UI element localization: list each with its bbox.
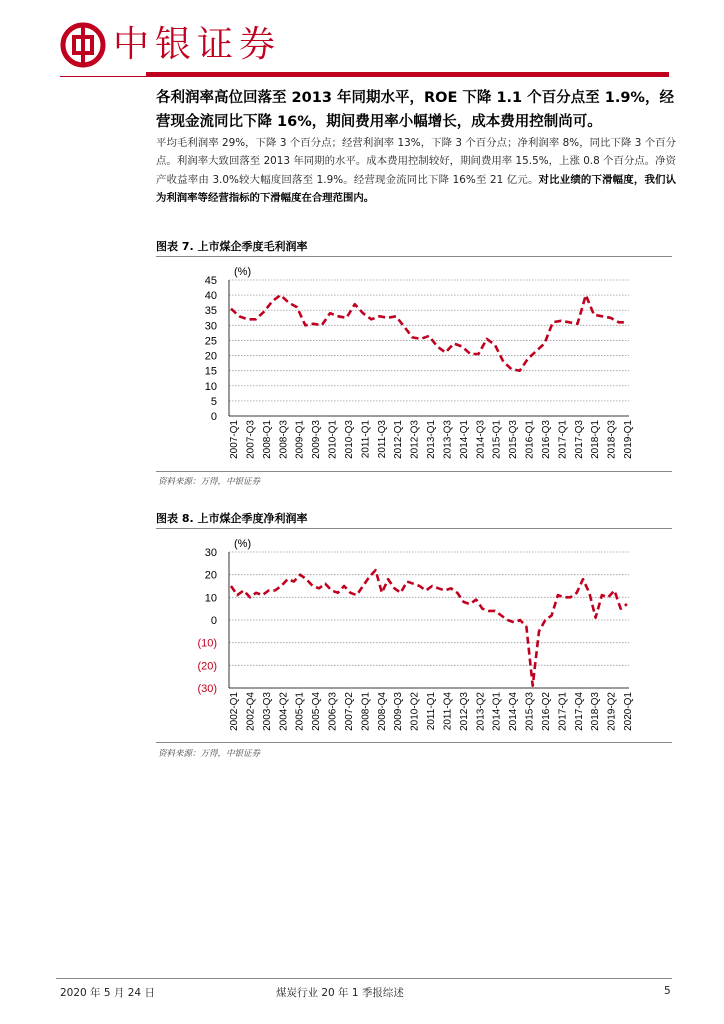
y-tick-label: (20) [197, 660, 217, 673]
y-tick-label: 0 [210, 615, 217, 627]
header-divider-thin [60, 76, 146, 77]
figure-8-top-rule [156, 528, 672, 529]
x-tick-label: 2012-Q3 [409, 420, 421, 459]
figure-7-bottom-rule [156, 471, 672, 472]
series-line [231, 570, 627, 686]
y-tick-label: 25 [204, 335, 217, 348]
y-tick-label: 40 [204, 290, 217, 303]
x-tick-label: 2014-Q4 [508, 692, 520, 731]
x-tick-label: 2007-Q2 [343, 692, 355, 731]
x-tick-label: 2013-Q2 [475, 692, 487, 731]
x-tick-label: 2020-Q1 [623, 692, 634, 731]
x-tick-label: 2010-Q3 [343, 420, 355, 459]
figure-8-title: 图表 8. 上市煤企季度净利润率 [156, 512, 308, 525]
figure-7-source: 资料来源：万得，中银证券 [158, 477, 261, 487]
x-tick-label: 2008-Q1 [261, 420, 273, 459]
x-tick-label: 2014-Q1 [491, 692, 503, 731]
series-line [231, 295, 627, 371]
x-tick-label: 2018-Q3 [606, 420, 618, 459]
x-tick-label: 2015-Q3 [524, 692, 536, 731]
x-tick-label: 2011-Q1 [360, 420, 372, 459]
x-tick-label: 2012-Q1 [393, 420, 405, 459]
y-tick-label: 5 [210, 395, 217, 408]
body-paragraph [156, 134, 676, 207]
net-margin-chart [156, 530, 676, 742]
y-unit-label: (%) [234, 538, 252, 550]
x-tick-label: 2002-Q1 [229, 692, 240, 731]
x-tick-label: 2016-Q1 [524, 420, 536, 459]
x-tick-label: 2015-Q1 [491, 420, 503, 459]
x-tick-label: 2013-Q1 [426, 420, 437, 459]
x-tick-label: 2011-Q3 [376, 420, 388, 459]
x-tick-label: 2009-Q3 [393, 692, 405, 731]
brand-name: 中银证券 [113, 24, 282, 65]
x-tick-label: 2008-Q3 [278, 420, 290, 459]
x-tick-label: 2009-Q1 [294, 420, 306, 459]
y-tick-label: 35 [204, 305, 217, 318]
figure-8-source: 资料来源：万得，中银证券 [158, 749, 261, 759]
y-tick-label: 0 [210, 411, 217, 423]
y-tick-label: (30) [197, 683, 217, 695]
figure-7-title: 图表 7. 上市煤企季度毛利润率 [156, 240, 308, 253]
x-tick-label: 2007-Q1 [229, 420, 240, 459]
y-tick-label: 30 [204, 320, 217, 333]
y-tick-label: (10) [197, 637, 217, 650]
x-tick-label: 2009-Q3 [311, 420, 323, 459]
x-tick-label: 2005-Q4 [311, 692, 323, 731]
bank-of-china-logo-icon [60, 22, 106, 68]
x-tick-label: 2008-Q4 [376, 692, 388, 731]
paragraph-conclusion: 对比业绩的下滑幅度，我们认为利润率等经营指标的下滑幅度在合理范围内。 [156, 173, 677, 204]
figure-8-bottom-rule [156, 742, 672, 743]
x-tick-label: 2012-Q3 [458, 692, 470, 731]
y-tick-label: 20 [204, 569, 217, 582]
x-tick-label: 2016-Q3 [540, 420, 552, 459]
x-tick-label: 2014-Q1 [458, 420, 470, 459]
x-tick-label: 2016-Q2 [540, 692, 552, 731]
x-tick-label: 2018-Q3 [590, 692, 602, 731]
y-tick-label: 10 [204, 380, 217, 393]
footer-date: 2020 年 5 月 24 日 [60, 987, 155, 999]
x-tick-label: 2014-Q3 [475, 420, 487, 459]
x-tick-label: 2011-Q1 [426, 692, 437, 731]
x-tick-label: 2010-Q2 [409, 692, 421, 731]
y-unit-label: (%) [234, 266, 252, 278]
header-divider [146, 72, 669, 77]
x-tick-label: 2017-Q1 [557, 692, 569, 731]
gross-margin-chart [156, 258, 676, 470]
x-tick-label: 2007-Q3 [245, 420, 257, 459]
x-tick-label: 2004-Q2 [278, 692, 290, 731]
footer-report-title: 煤炭行业 20 年 1 季报综述 [276, 987, 404, 999]
x-tick-label: 2003-Q3 [261, 692, 273, 731]
x-tick-label: 2019-Q2 [606, 692, 618, 731]
y-tick-label: 10 [204, 592, 217, 605]
page-number: 5 [664, 985, 671, 997]
x-tick-label: 2018-Q1 [590, 420, 602, 459]
x-tick-label: 2015-Q3 [508, 420, 520, 459]
x-tick-label: 2013-Q3 [442, 420, 454, 459]
x-tick-label: 2008-Q1 [360, 692, 372, 731]
y-tick-label: 15 [204, 365, 217, 378]
x-tick-label: 2011-Q4 [442, 692, 454, 731]
x-tick-label: 2005-Q1 [294, 692, 306, 731]
x-tick-label: 2006-Q3 [327, 692, 339, 731]
x-tick-label: 2002-Q4 [245, 692, 257, 731]
x-tick-label: 2017-Q4 [573, 692, 585, 731]
footer-divider [56, 978, 672, 979]
y-tick-label: 30 [204, 547, 217, 559]
y-tick-label: 45 [204, 275, 217, 287]
x-tick-label: 2010-Q1 [327, 420, 339, 459]
x-tick-label: 2019-Q1 [623, 420, 634, 459]
figure-7-top-rule [156, 256, 672, 257]
paragraph-text: 平均毛利润率 29%，下降 3 个百分点；经营利润率 13%，下降 3 个百分点；净利润率 8%，同比下降 3 个百分点。利润率大致回落至 2013 年同期的水平。成本费用控制较好，期间费用率 15.5%，上涨 0.8 个百分点。净资产收益率由 3.0%较大幅度回落至 1.9%。经营现金流同比下降 16%至 21 亿元。 [156, 137, 676, 186]
x-tick-label: 2017-Q3 [573, 420, 585, 459]
x-tick-label: 2017-Q1 [557, 420, 569, 459]
section-headline: 各利润率高位回落至 2013 年同期水平，ROE 下降 1.1 个百分点至 1.9%，经营现金流同比下降 16%，期间费用率小幅增长，成本费用控制尚可。 [156, 90, 674, 130]
y-tick-label: 20 [204, 350, 217, 363]
